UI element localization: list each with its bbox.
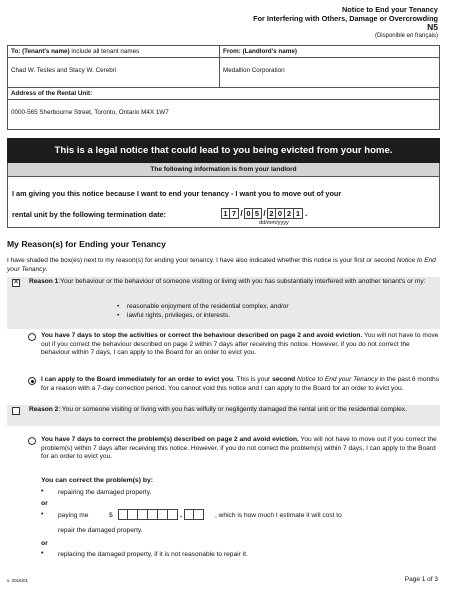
option-correct-damage bbox=[28, 436, 438, 470]
repair-option: repairing the damaged property. bbox=[58, 489, 152, 496]
reason-1-text: Reason 1:Your behaviour or the behaviour of someone visiting or living with you has substantially interfered with another tenant's or my: bbox=[29, 278, 426, 285]
reasons-intro: I have shaded the box(es) next to my reason(s) for ending your tenancy. I have also indicated whether this notice is your first or second Notice to End your Tenancy. bbox=[7, 257, 436, 273]
second-notice-text: I can apply to the Board immediately for an order to evict you. This is your second Notice to End your Tenancy in the past 6 months for a reason with a 7-day correction period. You cannot void this notice and I can apply to the Board for an order to evict you. bbox=[41, 376, 439, 392]
amount-digit[interactable] bbox=[184, 509, 194, 520]
date-period: . bbox=[305, 208, 308, 218]
amount-digit[interactable] bbox=[194, 509, 204, 520]
or-label: or bbox=[41, 500, 48, 507]
option-second-notice bbox=[28, 376, 438, 404]
tenant-name-field[interactable]: Chad W. Testes and Stacy W. Cerebri bbox=[11, 67, 117, 74]
address-field[interactable]: 0000-565 Sherbourne Street, Toronto, Ontario M4X 1W7 bbox=[11, 109, 169, 116]
date-separator: / bbox=[263, 208, 266, 218]
amount-field[interactable] bbox=[118, 509, 204, 520]
form-header bbox=[253, 5, 438, 40]
landlord-name-field[interactable]: Medallion Corporation bbox=[223, 67, 285, 74]
date-digit[interactable]: 0 bbox=[276, 208, 285, 219]
amount-digit[interactable] bbox=[118, 509, 128, 520]
bullet: • bbox=[41, 488, 44, 495]
list-item: • reasonable enjoyment of the residential complex, and/or bbox=[127, 302, 289, 311]
amount-digit[interactable] bbox=[138, 509, 148, 520]
french-availability: (Disponible en français) bbox=[374, 32, 438, 39]
amount-digit[interactable] bbox=[128, 509, 138, 520]
first-notice-radio[interactable] bbox=[28, 333, 36, 341]
tenant-box bbox=[7, 45, 220, 88]
date-separator: / bbox=[240, 208, 243, 218]
reason-1-bullets bbox=[127, 302, 289, 320]
list-item: • lawful rights, privileges, or interests. bbox=[127, 311, 289, 320]
termination-line-2: rental unit by the following termination date: bbox=[12, 210, 167, 219]
second-notice-radio[interactable] bbox=[28, 377, 36, 385]
date-format-hint: dd/mm/yyyy bbox=[259, 220, 289, 226]
replace-option: replacing the damaged property, if it is not reasonable to repair it. bbox=[58, 551, 248, 558]
date-digit[interactable]: 7 bbox=[230, 208, 239, 219]
page-number: Page 1 of 3 bbox=[404, 576, 438, 583]
decimal-point: . bbox=[179, 509, 183, 519]
info-bar: The following information is from your landlord bbox=[7, 163, 440, 177]
first-notice-text: You have 7 days to stop the activities or correct the behaviour described on page 2 and avoid eviction. You will not have to move out if you correct the behaviour described on page 2 within 7 days after receiving this notice. However, if you do not correct the behaviour within 7 days, I can apply to the Board for an order to evict you. bbox=[41, 332, 439, 357]
amount-digit[interactable] bbox=[148, 509, 158, 520]
paying-tail: , which is how much I estimate it will cost to bbox=[215, 512, 342, 519]
address-box bbox=[7, 88, 440, 130]
landlord-label: From: (Landlord's name) bbox=[220, 46, 439, 58]
date-digit[interactable]: 5 bbox=[253, 208, 262, 219]
termination-line-1: I am giving you this notice because I want to end your tenancy - I want you to move out of your bbox=[12, 189, 342, 198]
or-label: or bbox=[41, 540, 48, 547]
paying-label: paying me bbox=[58, 512, 89, 519]
dollar-sign: $ bbox=[109, 512, 113, 519]
bullet: • bbox=[41, 511, 44, 518]
date-digit[interactable]: 1 bbox=[221, 208, 230, 219]
legal-notice-banner: This is a legal notice that could lead to you being evicted from your home. bbox=[7, 138, 440, 163]
bullet: • bbox=[41, 550, 44, 557]
reason-1-checkbox[interactable]: ✕ bbox=[13, 279, 19, 286]
address-label: Address of the Rental Unit: bbox=[8, 88, 439, 100]
form-title: Notice to End your Tenancy bbox=[342, 5, 438, 14]
paying-tail-2: repair the damaged property. bbox=[58, 527, 143, 534]
reason-2-text: Reason 2: You or someone visiting or living with you has wilfully or negligently damaged the rental unit or the residential complex. bbox=[29, 406, 407, 413]
correct-damage-radio[interactable] bbox=[28, 437, 36, 445]
correct-damage-text: You have 7 days to correct the problem(s) described on page 2 and avoid eviction. You will not have to move out if you correct the problem(s) within 7 days after receiving this notice. However, if you do not correct the problem(s) within 7 days, I can apply to the Board for an order to evict you. bbox=[41, 436, 437, 461]
landlord-box bbox=[220, 45, 440, 88]
date-digit[interactable]: 2 bbox=[285, 208, 294, 219]
version-label: v. 2016/01 bbox=[7, 578, 29, 583]
form-subtitle: For Interfering with Others, Damage or Overcrowding bbox=[253, 14, 438, 24]
correct-title: You can correct the problem(s) by: bbox=[41, 477, 154, 484]
reasons-title: My Reason(s) for Ending your Tenancy bbox=[7, 239, 166, 249]
form-code: N5 bbox=[427, 22, 438, 33]
reason-2-row bbox=[7, 405, 440, 426]
date-digit[interactable]: 0 bbox=[244, 208, 253, 219]
option-first-notice bbox=[28, 332, 438, 367]
date-digit[interactable]: 2 bbox=[267, 208, 276, 219]
amount-digit[interactable] bbox=[168, 509, 178, 520]
date-digit[interactable]: 1 bbox=[294, 208, 303, 219]
reason-2-checkbox[interactable] bbox=[12, 407, 20, 415]
reason-1-row bbox=[7, 277, 440, 329]
tenant-label: To: (Tenant's name) include all tenant names bbox=[8, 46, 219, 58]
termination-box bbox=[7, 177, 440, 228]
amount-digit[interactable] bbox=[158, 509, 168, 520]
termination-date-field[interactable] bbox=[221, 208, 307, 219]
